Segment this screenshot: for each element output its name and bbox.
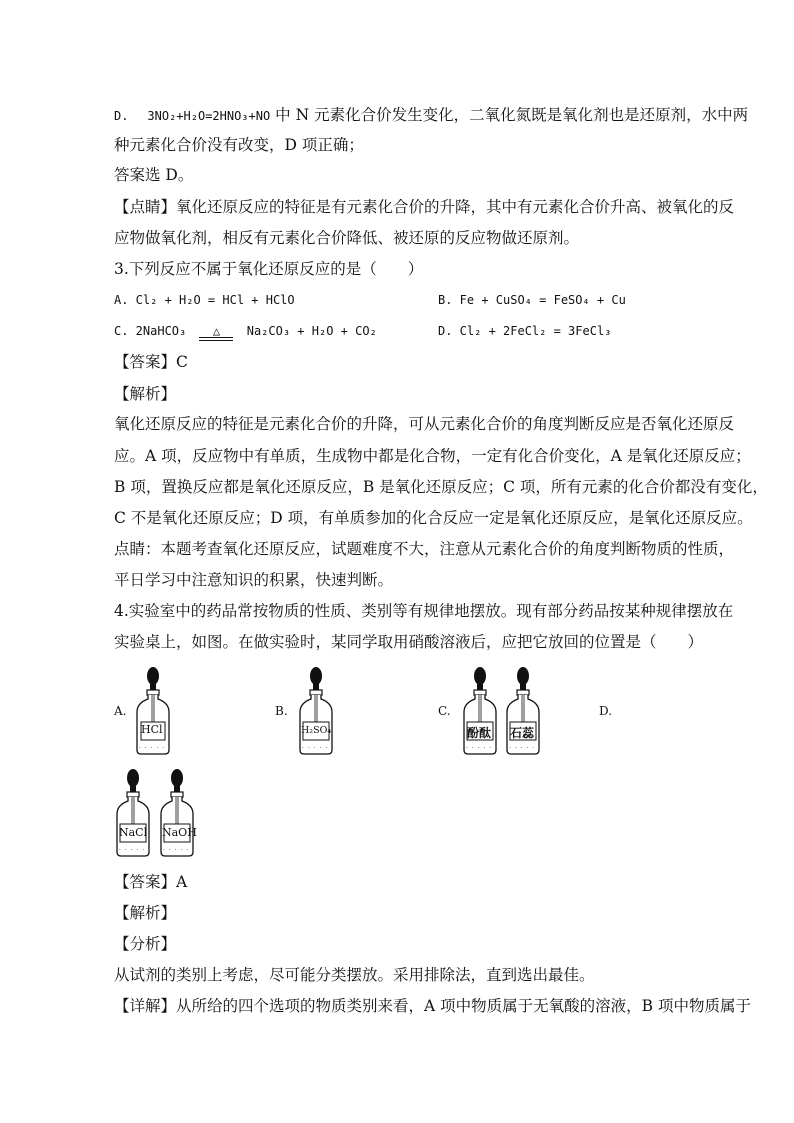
q4-analysis-sub-heading: 【分析】 — [114, 935, 177, 953]
bottle-label-h2so4: H₂SO₄ — [301, 725, 332, 736]
q3-option-b: B. Fe + CuSO₄ = FeSO₄ + Cu — [438, 293, 626, 307]
q3-option-d: D. Cl₂ + 2FeCl₂ = 3FeCl₃ — [438, 324, 612, 338]
q3-explain-4: C 不是氧化还原反应；D 项，有单质参加的化合反应一定是氧化还原反应，是氧化还原反应。 — [114, 509, 753, 527]
bottle-label-litmus: 石蕊 — [510, 726, 535, 740]
bottle-label-naoh: NaOH — [162, 826, 197, 839]
q4-option-a-label: A. — [114, 704, 127, 718]
q4-detail: 【详解】从所给的四个选项的物质类别来看，A 项中物质属于无氧酸的溶液，B 项中物质属于 — [114, 997, 751, 1015]
tip-line-1: 【点睛】氧化还原反应的特征是有元素化合价的升降，其中有元素化合价升高、被氧化的反 — [114, 198, 735, 216]
bottle-label-nacl: NaCl — [119, 826, 148, 839]
tip-line-2: 应物做氧化剂，相反有元素化合价降低、被还原的反应物做还原剂。 — [114, 229, 580, 247]
d-line-2: 种元素化合价没有改变，D 项正确； — [114, 136, 364, 154]
q3-option-c-products: Na₂CO₃ + H₂O + CO₂ — [246, 324, 377, 338]
equation: 3NO₂+H₂O=2HNO₃+NO — [147, 109, 271, 123]
reagent-bottle-naoh — [157, 768, 197, 858]
svg-text:· · · · · ·: · · · · · · — [509, 745, 541, 752]
d-line-1 — [114, 105, 748, 126]
question-4-line-1: 4.实验室中的药品常按物质的性质、类别等有规律地摆放。现有部分药品按某种规律摆放在 — [114, 602, 734, 620]
paragraph-text: 中 N 元素化合价发生变化，二氧化氮既是氧化剂也是还原剂，水中两 — [275, 106, 749, 124]
q3-answer: 【答案】C — [114, 353, 188, 371]
reagent-bottle-h2so4 — [296, 666, 336, 756]
heat-condition: △ — [199, 325, 233, 338]
svg-text:· · · · · ·: · · · · · · — [302, 745, 334, 752]
q4-analysis-text: 从试剂的类别上考虑，尽可能分类摆放。采用排除法，直到选出最佳。 — [114, 966, 595, 984]
reagent-bottle-litmus — [503, 666, 543, 756]
question-3-title: 3.下列反应不属于氧化还原反应的是（ ） — [114, 260, 424, 278]
q3-option-c-reactant: C. 2NaHCO₃ — [114, 324, 187, 338]
svg-text:· · · · · ·: · · · · · · — [139, 745, 171, 752]
q4-option-c-label: C. — [438, 704, 451, 718]
q3-explain-1: 氧化还原反应的特征是元素化合价的升降，可从元素化合价的角度判断反应是否氧化还原反 — [114, 415, 735, 433]
q3-option-c — [114, 322, 377, 340]
q3-explain-3: B 项，置换反应都是氧化还原反应，B 是氧化还原反应；C 项，所有元素的化合价都没有变化， — [114, 478, 768, 496]
svg-text:· · · · · ·: · · · · · · — [163, 847, 195, 854]
svg-text:· · · · · ·: · · · · · · — [466, 745, 498, 752]
q3-analysis-heading: 【解析】 — [114, 385, 177, 403]
question-4-line-2: 实验桌上，如图。在做实验时，某同学取用硝酸溶液后，应把它放回的位置是（ ） — [114, 633, 704, 651]
q4-analysis-heading: 【解析】 — [114, 904, 177, 922]
reagent-bottle-hcl — [133, 666, 173, 756]
reagent-bottle-nacl — [113, 768, 153, 858]
svg-text:· · · · · ·: · · · · · · — [119, 847, 151, 854]
q4-option-d-label: D. — [599, 704, 613, 718]
q3-explain-2: 应。A 项，反应物中有单质，生成物中都是化合物，一定有化合价变化，A 是氧化还原反应； — [114, 447, 751, 465]
option-d-label: D. — [114, 109, 129, 123]
q3-option-a: A. Cl₂ + H₂O = HCl + HClO — [114, 293, 295, 307]
q4-answer: 【答案】A — [114, 873, 188, 891]
bottle-label-phenolphthalein: 酚酞 — [467, 726, 492, 740]
bottle-label-hcl: HCl — [141, 723, 163, 736]
answer-line: 答案选 D。 — [114, 166, 194, 184]
q3-explain-6: 平日学习中注意知识的积累，快速判断。 — [114, 571, 394, 589]
q3-explain-5: 点睛：本题考查氧化还原反应，试题难度不大，注意从元素化合价的角度判断物质的性质， — [114, 540, 735, 558]
reagent-bottle-phenolphthalein — [460, 666, 500, 756]
q4-option-b-label: B. — [275, 704, 288, 718]
